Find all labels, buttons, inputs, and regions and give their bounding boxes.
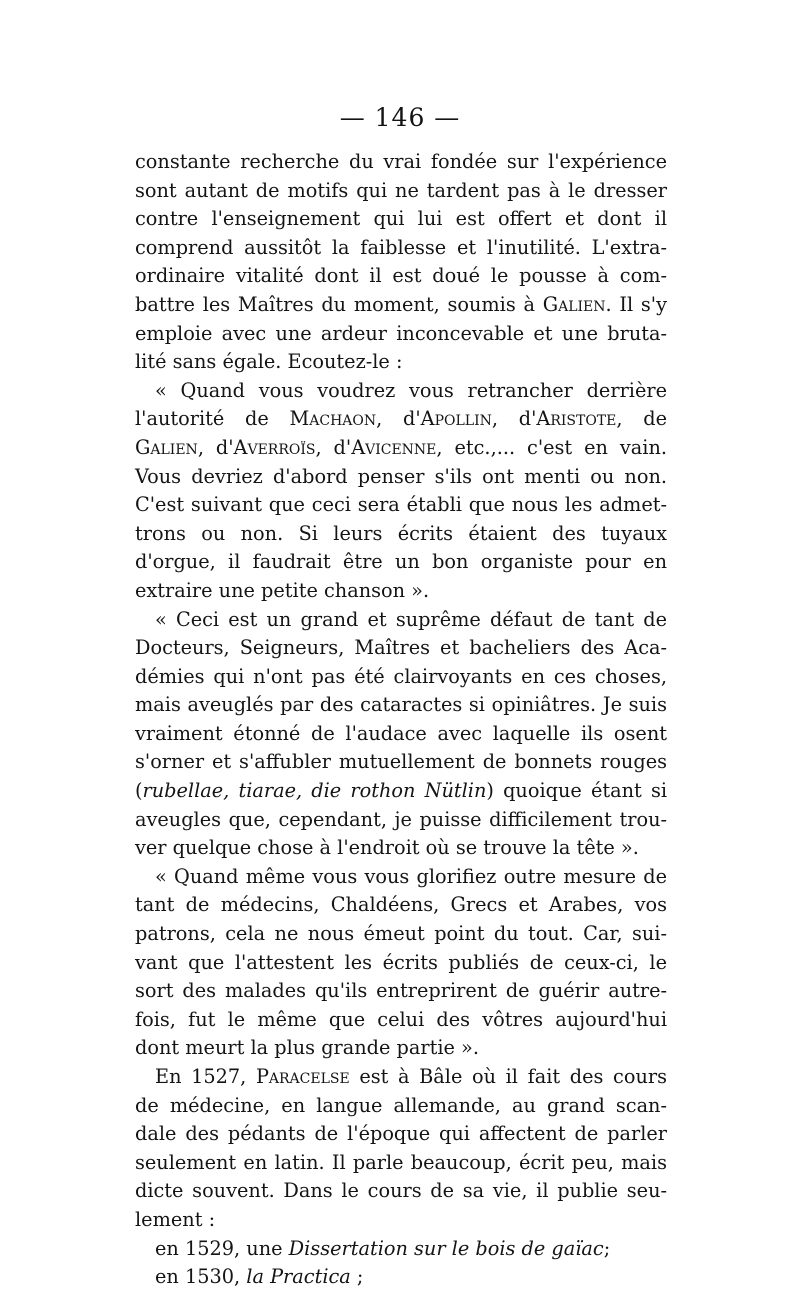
text-line: emploie avec une ardeur inconcevable et une bruta- <box>135 321 667 345</box>
text-line: constante recherche du vrai fondée sur l'expérience <box>135 150 667 173</box>
text-line: sort des malades qu'ils entreprirent de guérir autre- <box>135 979 667 1003</box>
proper-name: Galien <box>542 292 606 316</box>
proper-name: Apollin <box>420 407 492 431</box>
proper-name: Aristote <box>536 407 617 431</box>
text-line: « Quand vous voudrez vous retrancher derrière <box>155 378 667 402</box>
book-title: la Practica <box>246 1265 351 1289</box>
text-line: « Quand même vous vous glorifiez outre mesure de <box>155 864 667 888</box>
text-line: (rubellae, tiarae, die rothon Nütlin) quoique étant si <box>135 779 667 803</box>
text-line: dale des pédants de l'époque qui affectent de parler <box>135 1122 667 1146</box>
text-line: trons ou non. Si leurs écrits étaient des tuyaux <box>135 521 667 545</box>
text-line: aveugles que, cependant, je puisse difficilement trou- <box>135 807 667 831</box>
text-line: patrons, cela ne nous émeut point du tout. Car, sui- <box>135 922 667 946</box>
text-line: de médecine, en langue allemande, au grand scan- <box>135 1093 667 1117</box>
proper-name: Galien <box>135 435 198 459</box>
text-line: fois, fut le même que celui des vôtres aujourd'hui <box>135 1007 667 1031</box>
text-line: ver quelque chose à l'endroit où se trouve la tête ». <box>135 836 639 860</box>
text-line: Docteurs, Seigneurs, Maîtres et bacheliers des Aca- <box>135 636 667 660</box>
text-line: s'orner et s'affubler mutuellement de bonnets rouges <box>135 750 667 774</box>
text-line: extraire une petite chanson ». <box>135 578 430 602</box>
text-line: dicte souvent. Dans le cours de sa vie, il publie seu- <box>135 1179 667 1203</box>
text-line: seulement en latin. Il parle beaucoup, écrit peu, mais <box>135 1150 667 1174</box>
proper-name: Paracelse <box>255 1065 350 1088</box>
text-line: vraiment étonné de l'audace avec laquelle ils osent <box>135 721 667 745</box>
text-line: tant de médecins, Chaldéens, Grecs et Arabes, vos <box>135 893 667 917</box>
text-line: dont meurt la plus grande partie ». <box>135 1036 479 1060</box>
page-number: — 146 — <box>339 103 461 132</box>
text-line: C'est suivant que ceci sera établi que nous les admet- <box>135 493 667 517</box>
text-line: en 1529, une Dissertation sur le bois de gaïac; <box>155 1236 611 1260</box>
proper-name: Averroïs <box>233 435 316 459</box>
text-line: vant que l'attestent les écrits publiés de ceux-ci, le <box>135 950 667 974</box>
text-line: lité sans égale. Ecoutez-le : <box>135 350 403 374</box>
text-line: d'orgue, il faudrait être un bon organiste pour en <box>135 550 667 574</box>
italic-terms: rubellae, tiarae, die rothon Nütlin <box>142 779 487 803</box>
text-line: contre l'enseignement qui lui est offert et dont il <box>135 207 667 231</box>
text-line: ordinaire vitalité dont il est doué le pousse à com- <box>135 264 667 288</box>
text-line: lement : <box>135 1207 216 1231</box>
text-line: comprend aussitôt la faiblesse et l'inutilité. L'extra- <box>135 235 667 259</box>
text-line: battre les Maîtres du moment, soumis à Galien. Il s'y <box>135 292 667 316</box>
text-line: En 1527, Paracelse est à Bâle où il fait des cours <box>155 1065 667 1088</box>
text-line: mais aveuglés par des cataractes si opiniâtres. Je suis <box>135 693 667 717</box>
proper-name: Machaon <box>289 407 377 431</box>
text-line: « Ceci est un grand et suprême défaut de tant de <box>155 607 667 631</box>
text-line: Galien, d'Averroïs, d'Avicenne, etc.,... c'est en vain. <box>135 435 667 459</box>
text-line: l'autorité de Machaon, d'Apollin, d'Aristote, de <box>135 407 667 431</box>
text-line: en 1530, la Practica ; <box>155 1265 364 1289</box>
text-line: Vous devriez d'abord penser s'ils ont menti ou non. <box>135 464 667 488</box>
book-title: Dissertation sur le bois de gaïac <box>288 1236 604 1260</box>
text-line: sont autant de motifs qui ne tardent pas à le dresser <box>135 178 667 202</box>
proper-name: Avicenne <box>351 435 437 459</box>
text-line: démies qui n'ont pas été clairvoyants en ces choses, <box>135 664 667 688</box>
body-text <box>135 148 667 1292</box>
